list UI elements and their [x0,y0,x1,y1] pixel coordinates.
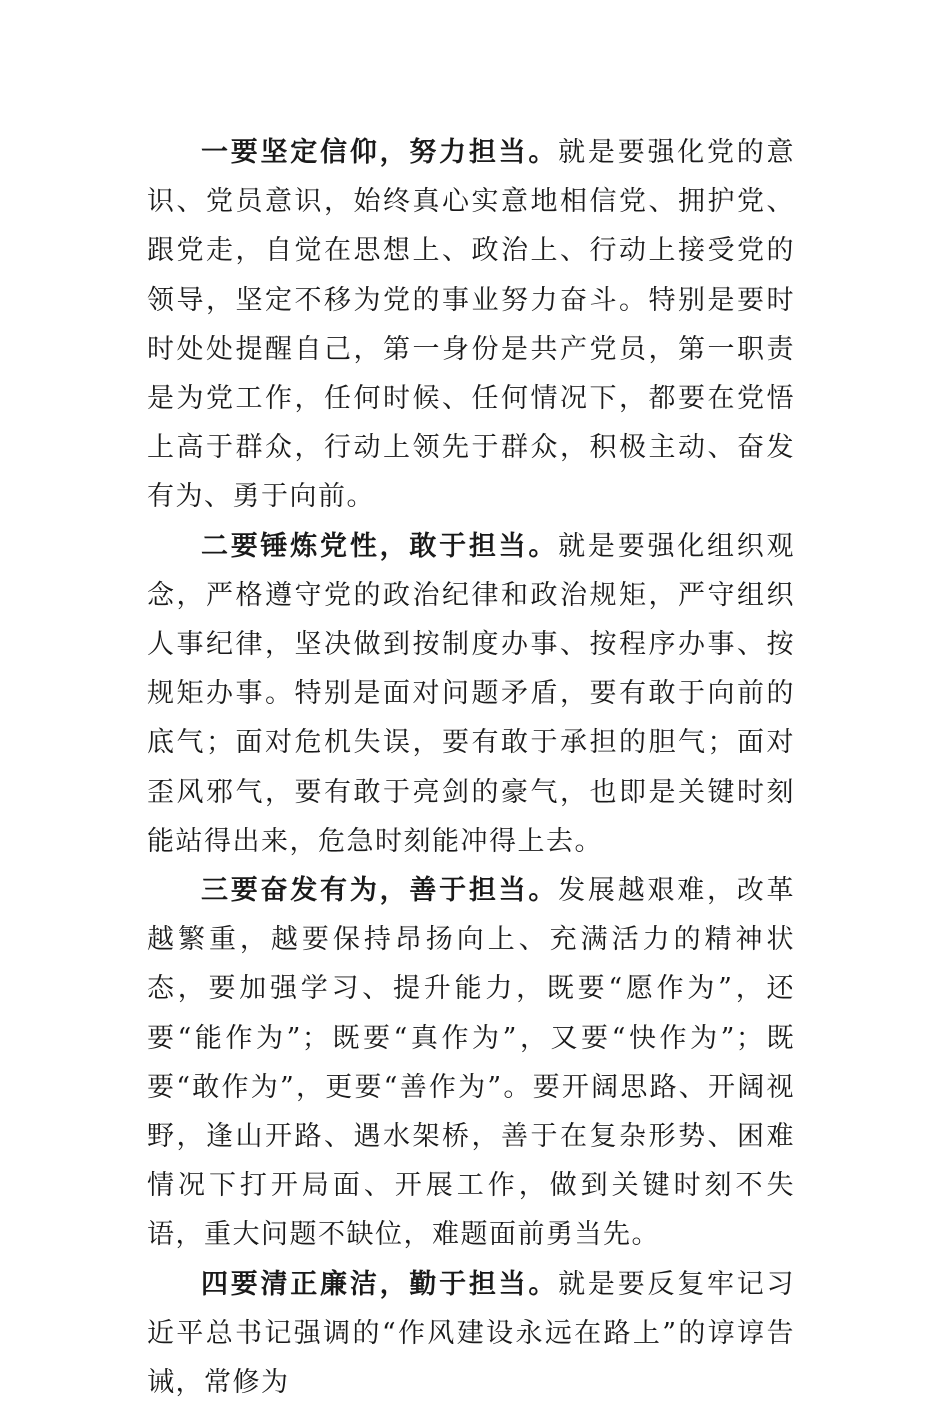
paragraph-1 [147,128,795,522]
paragraph-4-text: 就是要反复牢记习近平总书记强调的“作风建设永远在路上”的谆谆告诫，常修为 [147,1268,796,1399]
document-body [147,128,795,1407]
paragraph-4 [147,1260,795,1407]
paragraph-4-heading: 四要清正廉洁，勤于担当。 [201,1268,559,1300]
paragraph-1-heading: 一要坚定信仰，努力担当。 [201,137,559,168]
paragraph-2-text: 就是要强化组织观念，严格遵守党的政治纪律和政治规矩，严守组织人事纪律，坚决做到按制度办事、按程序办事、按规矩办事。特别是面对问题矛盾，要有敢于向前的底气；面对危机失误，要有敢于承担的胆气；面对歪风邪气，要有敢于亮剑的豪气，也即是关键时刻能站得出来，危急时刻能冲得上去。 [147,530,796,857]
paragraph-2-heading: 二要锤炼党性，敢于担当。 [201,530,559,562]
paragraph-3-heading: 三要奋发有为，善于担当。 [201,875,559,907]
paragraph-3-text: 发展越艰难，改革越繁重，越要保持昂扬向上、充满活力的精神状态，要加强学习、提升能力，既要“愿作为”，还要“能作为”；既要“真作为”，又要“快作为”；既要“敢作为”，更要“善作为”。要开阔思路、开阔视野，逢山开路、遇水架桥，善于在复杂形势、困难情况下打开局面、开展工作，做到关键时刻不失语，重大问题不缺位，难题面前勇当先。 [147,875,796,1251]
paragraph-3 [147,866,795,1260]
paragraph-1-text: 就是要强化党的意识、党员意识，始终真心实意地相信党、拥护党、跟党走，自觉在思想上、政治上、行动上接受党的领导，坚定不移为党的事业努力奋斗。特别是要时时处处提醒自己，第一身份是共产党员，第一职责是为党工作，任何时候、任何情况下，都要在党悟上高于群众，行动上领先于群众，积极主动、奋发有为、勇于向前。 [147,137,796,513]
paragraph-2 [147,522,795,866]
